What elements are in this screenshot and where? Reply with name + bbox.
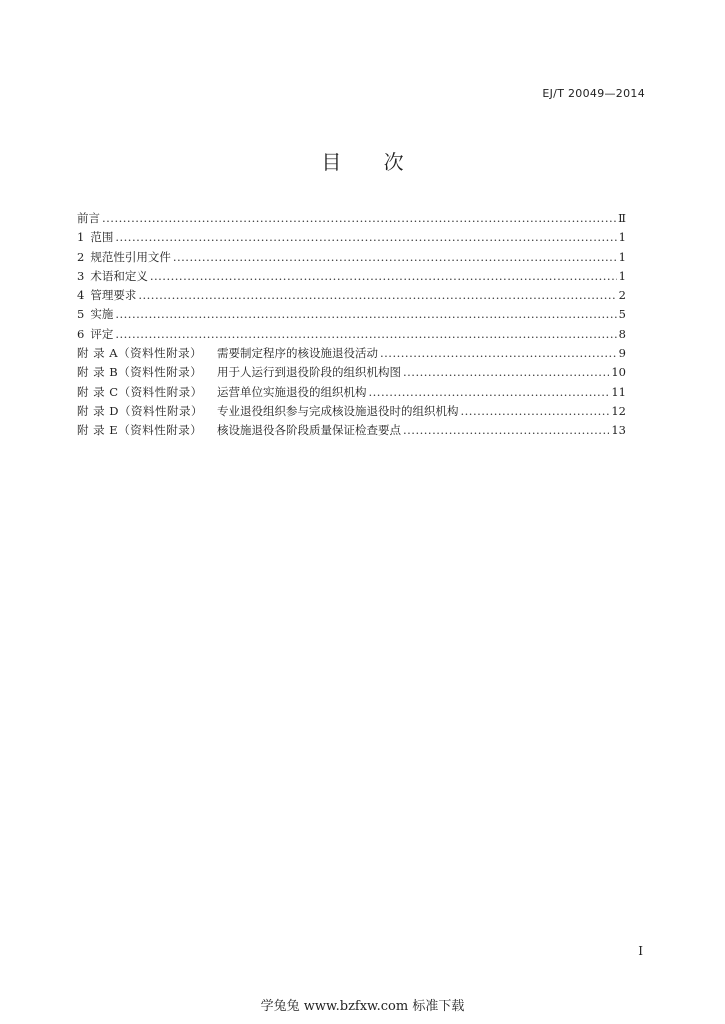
toc-entry-page: 13 [611, 423, 626, 438]
toc-entry-number: 5 [77, 307, 85, 322]
toc-entry-page: Ⅱ [618, 211, 626, 225]
toc-entry[interactable] [77, 326, 626, 345]
toc-leader-dots [102, 211, 616, 225]
toc-entry-annex: 附 录 B（资料性附录） [77, 365, 203, 380]
toc-leader-dots [150, 269, 617, 283]
toc-entry-number: 2 [77, 249, 85, 264]
toc-entry-number: 4 [77, 288, 85, 303]
toc-entry[interactable] [77, 229, 626, 248]
toc-entry[interactable] [77, 364, 626, 383]
table-of-contents [77, 210, 626, 442]
toc-leader-dots [403, 423, 609, 437]
toc-leader-dots [115, 230, 616, 244]
toc-entry-label: 用于人运行到退役阶段的组织机构图 [217, 365, 401, 380]
toc-entry-page: 1 [618, 249, 626, 264]
toc-entry[interactable] [77, 268, 626, 287]
toc-entry-page: 10 [611, 365, 626, 380]
toc-entry-annex: 附 录 D（资料性附录） [77, 403, 204, 418]
toc-entry-label: 前言 [77, 211, 100, 225]
toc-entry-label: 评定 [90, 326, 114, 341]
toc-entry-label: 核设施退役各阶段质量保证检查要点 [217, 423, 401, 438]
toc-entry-label: 管理要求 [90, 288, 137, 303]
standard-code: EJ/T 20049—2014 [542, 87, 645, 100]
toc-leader-dots [461, 404, 610, 418]
toc-entry-number: 6 [77, 326, 85, 341]
toc-entry[interactable] [77, 384, 626, 403]
toc-entry-label: 专业退役组织参与完成核设施退役时的组织机构 [217, 403, 459, 418]
toc-entry-label: 范围 [90, 230, 114, 245]
toc-entry-page: 2 [618, 288, 626, 303]
toc-entry[interactable] [77, 422, 626, 441]
toc-entry-label: 术语和定义 [90, 268, 148, 283]
toc-leader-dots [115, 307, 616, 321]
page-number: I [638, 944, 643, 958]
toc-leader-dots [115, 327, 616, 341]
toc-entry-number: 1 [77, 230, 85, 245]
toc-entry-page: 5 [618, 307, 626, 322]
toc-entry-annex: 附 录 A（资料性附录） [77, 346, 203, 361]
toc-entry[interactable] [77, 306, 626, 325]
toc-entry-annex: 附 录 E（资料性附录） [77, 423, 203, 438]
toc-entry[interactable] [77, 287, 626, 306]
toc-leader-dots [173, 250, 617, 264]
toc-leader-dots [380, 346, 617, 360]
toc-leader-dots [369, 385, 610, 399]
toc-entry[interactable] [77, 249, 626, 268]
toc-entry-page: 1 [618, 230, 626, 245]
toc-title: 目 次 [321, 150, 422, 174]
toc-entry-page: 12 [611, 403, 626, 418]
toc-entry-annex: 附 录 C（资料性附录） [77, 384, 203, 399]
toc-leader-dots [138, 288, 616, 302]
toc-entry-label: 需要制定程序的核设施退役活动 [217, 346, 378, 361]
toc-entry[interactable] [77, 403, 626, 422]
toc-entry-page: 8 [618, 326, 626, 341]
watermark-text: 学兔兔 www.bzfxw.com 标准下载 [260, 999, 465, 1014]
toc-entry-label: 实施 [90, 307, 114, 322]
toc-entry-label: 规范性引用文件 [90, 249, 171, 264]
toc-entry-page: 11 [611, 384, 626, 399]
toc-entry[interactable] [77, 210, 626, 229]
toc-entry-page: 9 [618, 346, 626, 361]
toc-entry-label: 运营单位实施退役的组织机构 [217, 384, 367, 399]
toc-entry-number: 3 [77, 268, 85, 283]
toc-entry-page: 1 [618, 268, 626, 283]
toc-leader-dots [403, 365, 609, 379]
toc-entry[interactable] [77, 345, 626, 364]
